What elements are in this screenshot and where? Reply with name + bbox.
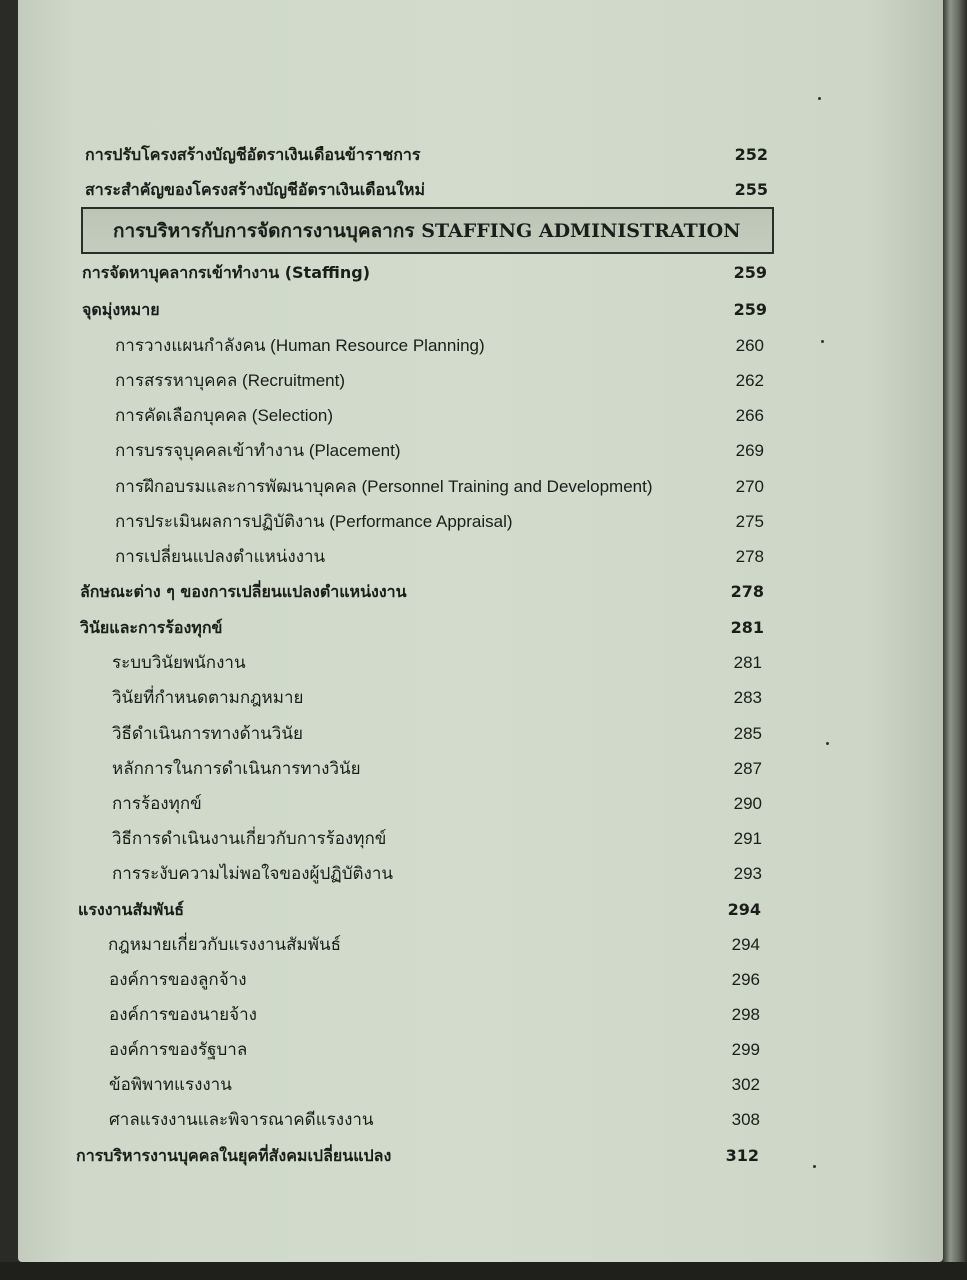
- toc-entry-label: การจัดหาบุคลากรเข้าทำงาน (Staffing): [82, 263, 370, 282]
- toc-entry-label: การคัดเลือกบุคคล (Selection): [115, 406, 334, 425]
- toc-entry-label: จุดมุ่งหมาย: [82, 300, 160, 319]
- toc-entry-page: 270: [735, 477, 764, 496]
- toc-entry: [18, 648, 943, 678]
- table-of-contents: [18, 0, 943, 1262]
- toc-entry-page: 285: [733, 724, 762, 743]
- toc-entry: [18, 331, 943, 361]
- toc-entry: [18, 683, 943, 713]
- section-heading-box: [81, 207, 774, 254]
- toc-entry-label: องค์การของลูกจ้าง: [109, 970, 247, 989]
- toc-entry: [18, 1000, 943, 1030]
- toc-entry-label: การบรรจุบุคคลเข้าทำงาน (Placement): [115, 441, 401, 460]
- toc-entry-page: 252: [734, 145, 768, 164]
- toc-entry-label: ระบบวินัยพนักงาน: [112, 653, 246, 672]
- toc-entry: [18, 859, 943, 889]
- toc-entry-page: 296: [731, 970, 760, 989]
- toc-entry: [18, 507, 943, 537]
- toc-entry-page: 278: [735, 547, 764, 566]
- toc-entry-page: 302: [731, 1075, 760, 1094]
- toc-entry-label: การปรับโครงสร้างบัญชีอัตราเงินเดือนข้าราชการ: [85, 145, 421, 164]
- toc-entry: [18, 965, 943, 995]
- toc-entry: [18, 472, 943, 502]
- toc-entry-label: การระงับความไม่พอใจของผู้ปฏิบัติงาน: [112, 864, 394, 883]
- toc-entry-label: สาระสำคัญของโครงสร้างบัญชีอัตราเงินเดือนใหม่: [85, 180, 425, 199]
- toc-entry: [18, 1035, 943, 1065]
- toc-entry-label: องค์การของรัฐบาล: [109, 1040, 248, 1059]
- toc-entry-page: 312: [725, 1146, 759, 1165]
- toc-entry: [18, 401, 943, 431]
- toc-entry-page: 275: [735, 512, 764, 531]
- toc-entry-page: 294: [731, 935, 760, 954]
- page-stack-edge: [943, 0, 967, 1280]
- toc-entry-label: การวางแผนกำลังคน (Human Resource Planning): [115, 336, 485, 355]
- page-bottom-shadow: [0, 1262, 967, 1280]
- toc-entry: [18, 1105, 943, 1135]
- toc-entry: [18, 436, 943, 466]
- toc-entry-label: ข้อพิพาทแรงงาน: [109, 1075, 232, 1094]
- toc-entry: [18, 824, 943, 854]
- toc-entry-label: การเปลี่ยนแปลงตำแหน่งงาน: [115, 547, 326, 566]
- toc-entry-label: กฎหมายเกี่ยวกับแรงงานสัมพันธ์: [108, 935, 341, 954]
- paper-speck: [818, 97, 821, 100]
- toc-entry-page: 294: [727, 900, 761, 919]
- toc-entry-page: 293: [733, 864, 762, 883]
- toc-entry: [18, 754, 943, 784]
- toc-entry-page: 266: [735, 406, 764, 425]
- toc-entry-page: 290: [733, 794, 762, 813]
- toc-entry-label: วิธีดำเนินการทางด้านวินัย: [112, 724, 303, 743]
- toc-entry: [18, 789, 943, 819]
- toc-entry: [18, 258, 943, 288]
- toc-entry: [18, 175, 943, 205]
- section-heading-thai: การบริหารกับการจัดการงานบุคลากร: [113, 220, 415, 242]
- toc-entry-label: แรงงานสัมพันธ์: [78, 900, 185, 919]
- toc-entry-label: วินัยและการร้องทุกข์: [80, 618, 223, 637]
- toc-entry-page: 260: [735, 336, 764, 355]
- paper-speck: [826, 742, 829, 745]
- toc-entry: [18, 1070, 943, 1100]
- paper-speck: [821, 340, 824, 343]
- toc-entry-page: 259: [733, 300, 767, 319]
- toc-entry-label: ศาลแรงงานและพิจารณาคดีแรงงาน: [109, 1110, 374, 1129]
- toc-entry-page: 298: [731, 1005, 760, 1024]
- toc-entry-page: 262: [735, 371, 764, 390]
- toc-entry: [18, 895, 943, 925]
- toc-entry-page: 299: [731, 1040, 760, 1059]
- toc-entry-page: 283: [733, 688, 762, 707]
- toc-entry-page: 281: [730, 618, 764, 637]
- toc-entry-label: การประเมินผลการปฏิบัติงาน (Performance Appraisal): [115, 512, 513, 531]
- toc-entry: [18, 613, 943, 643]
- toc-entry-label: การสรรหาบุคคล (Recruitment): [115, 371, 345, 390]
- toc-entry: [18, 577, 943, 607]
- toc-entry-page: 269: [735, 441, 764, 460]
- toc-entry-page: 287: [733, 759, 762, 778]
- toc-entry-label: วินัยที่กำหนดตามกฎหมาย: [112, 688, 304, 707]
- toc-entry-label: การบริหารงานบุคคลในยุคที่สังคมเปลี่ยนแปลง: [76, 1146, 392, 1165]
- toc-entry: [18, 542, 943, 572]
- section-heading-english: STAFFING ADMINISTRATION: [421, 220, 741, 242]
- toc-entry-page: 291: [733, 829, 762, 848]
- toc-entry: [18, 930, 943, 960]
- section-heading: [113, 209, 741, 253]
- toc-entry-page: 259: [733, 263, 767, 282]
- toc-entry-page: 308: [731, 1110, 760, 1129]
- toc-entry-label: การฝึกอบรมและการพัฒนาบุคคล (Personnel Training and Development): [115, 477, 653, 496]
- toc-entry-page: 255: [734, 180, 768, 199]
- toc-entry: [18, 366, 943, 396]
- toc-entry: [18, 719, 943, 749]
- toc-entry-label: ลักษณะต่าง ๆ ของการเปลี่ยนแปลงตำแหน่งงาน: [80, 582, 407, 601]
- book-page: [18, 0, 943, 1262]
- toc-entry-label: วิธีการดำเนินงานเกี่ยวกับการร้องทุกข์: [112, 829, 387, 848]
- toc-entry-label: การร้องทุกข์: [112, 794, 202, 813]
- toc-entry: [18, 140, 943, 170]
- toc-entry-page: 278: [730, 582, 764, 601]
- toc-entry-label: องค์การของนายจ้าง: [109, 1005, 257, 1024]
- toc-entry: [18, 295, 943, 325]
- paper-speck: [813, 1165, 816, 1168]
- toc-entry-page: 281: [733, 653, 762, 672]
- toc-entry: [18, 1141, 943, 1171]
- toc-entry-label: หลักการในการดำเนินการทางวินัย: [112, 759, 361, 778]
